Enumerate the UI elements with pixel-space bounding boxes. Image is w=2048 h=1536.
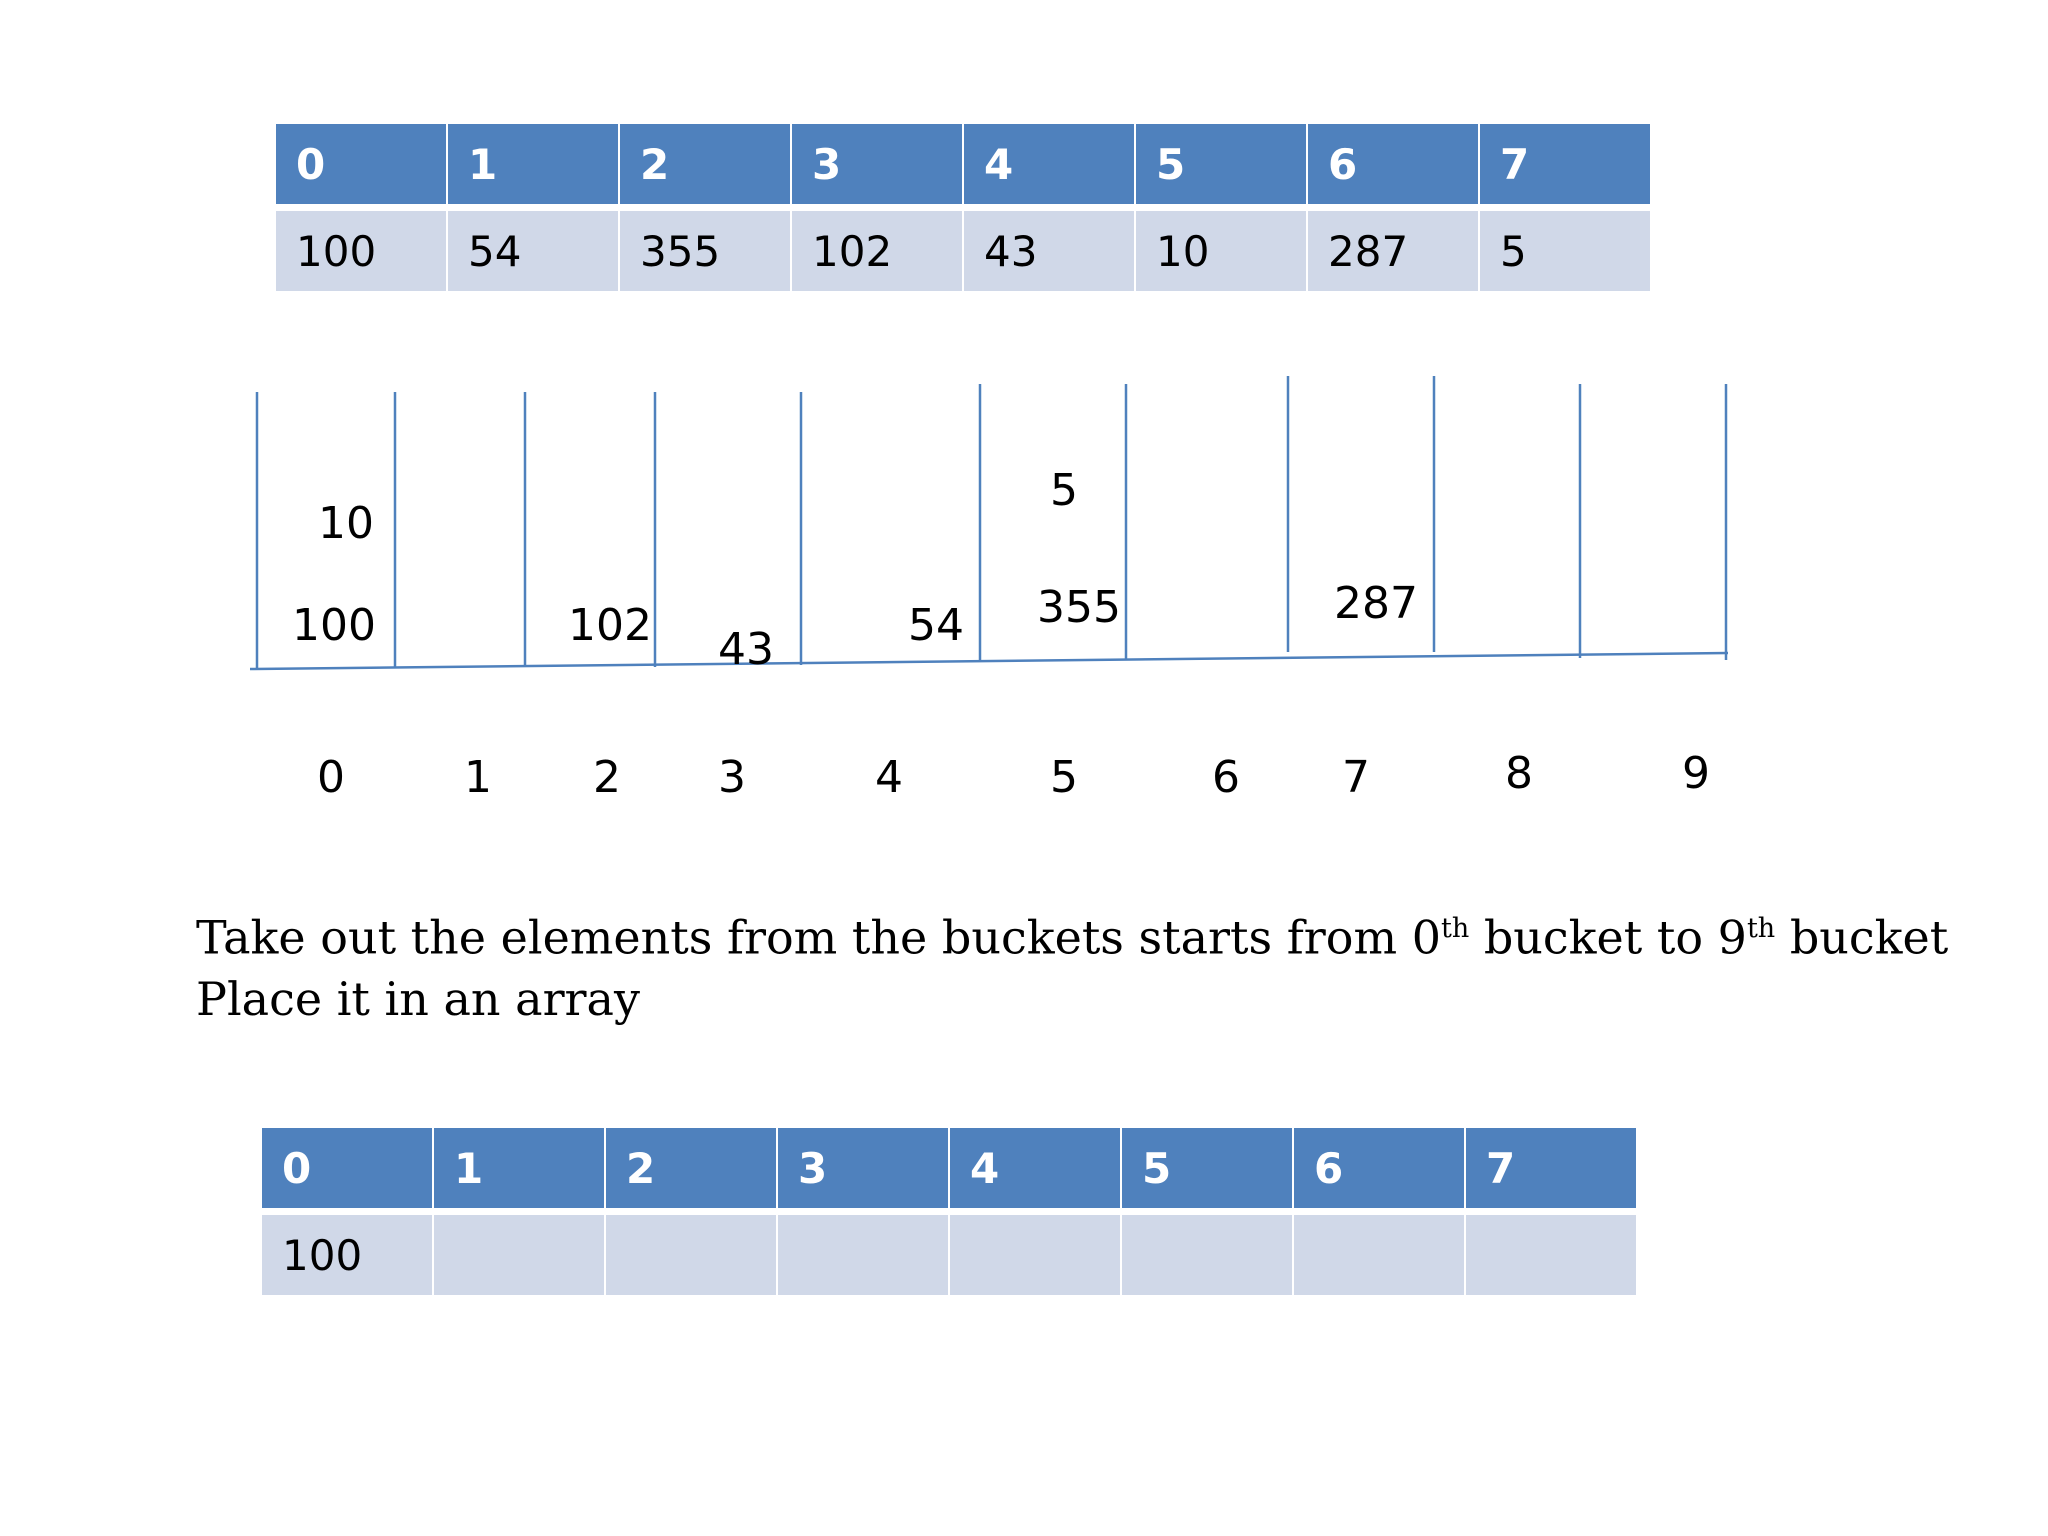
caption-text: bucket to 9 — [1469, 910, 1747, 965]
top-array-index-4: 4 — [964, 124, 1134, 204]
result-array-index-4: 4 — [950, 1128, 1120, 1208]
result-array-value-6 — [1294, 1215, 1464, 1295]
bucket-item: 287 — [1334, 578, 1418, 629]
top-array-value-2: 355 — [620, 211, 790, 291]
bucket-item: 5 — [1050, 465, 1078, 516]
result-array-index-2: 2 — [606, 1128, 776, 1208]
result-array-index-0: 0 — [262, 1128, 432, 1208]
result-array-table — [262, 1128, 1636, 1295]
bucket-item: 102 — [568, 600, 652, 651]
result-array-value-4 — [950, 1215, 1120, 1295]
result-array-value-5 — [1122, 1215, 1292, 1295]
result-array-value-3 — [778, 1215, 948, 1295]
bucket-label: 5 — [1050, 752, 1078, 803]
bucket-item: 100 — [292, 600, 376, 651]
top-array-index-7: 7 — [1480, 124, 1650, 204]
caption-text: Take out the elements from the buckets starts from 0 — [196, 910, 1441, 965]
bucket-item: 355 — [1037, 582, 1121, 633]
caption-text: bucket — [1775, 910, 1949, 965]
caption-superscript: th — [1746, 913, 1776, 944]
bucket-item: 10 — [318, 498, 374, 549]
top-array-index-2: 2 — [620, 124, 790, 204]
top-array-value-3: 102 — [792, 211, 962, 291]
top-array-value-5: 10 — [1136, 211, 1306, 291]
bucket-baseline — [250, 653, 1728, 669]
bucket-labels — [317, 748, 1710, 803]
bucket-items — [292, 465, 1418, 675]
result-array-index-5: 5 — [1122, 1128, 1292, 1208]
top-array-value-0: 100 — [276, 211, 446, 291]
bucket-label: 1 — [464, 752, 492, 803]
top-array-index-6: 6 — [1308, 124, 1478, 204]
top-array-index-1: 1 — [448, 124, 618, 204]
bucket-label: 4 — [875, 752, 903, 803]
top-array-value-6: 287 — [1308, 211, 1478, 291]
result-array-index-6: 6 — [1294, 1128, 1464, 1208]
caption-line-1 — [196, 898, 1996, 968]
top-array-value-7: 5 — [1480, 211, 1650, 291]
caption-line-2: Place it in an array — [196, 972, 640, 1027]
result-array-value-7 — [1466, 1215, 1636, 1295]
caption-superscript: th — [1440, 913, 1470, 944]
bucket-label: 3 — [718, 752, 746, 803]
result-array-value-0: 100 — [262, 1215, 432, 1295]
top-array-index-3: 3 — [792, 124, 962, 204]
result-array-value-2 — [606, 1215, 776, 1295]
bucket-item: 43 — [718, 624, 774, 675]
bucket-label: 8 — [1505, 748, 1533, 799]
result-array-index-1: 1 — [434, 1128, 604, 1208]
result-array-value-1 — [434, 1215, 604, 1295]
bucket-label: 2 — [593, 752, 621, 803]
top-array-value-1: 54 — [448, 211, 618, 291]
bucket-lines — [250, 376, 1728, 669]
top-array-value-4: 43 — [964, 211, 1134, 291]
bucket-item: 54 — [908, 600, 964, 651]
result-array-index-3: 3 — [778, 1128, 948, 1208]
bucket-label: 0 — [317, 752, 345, 803]
instruction-caption — [196, 898, 1996, 1030]
bucket-label: 6 — [1212, 752, 1240, 803]
bucket-label: 9 — [1682, 748, 1710, 799]
top-array-index-5: 5 — [1136, 124, 1306, 204]
top-array-index-0: 0 — [276, 124, 446, 204]
bucket-label: 7 — [1342, 752, 1370, 803]
result-array-index-7: 7 — [1466, 1128, 1636, 1208]
